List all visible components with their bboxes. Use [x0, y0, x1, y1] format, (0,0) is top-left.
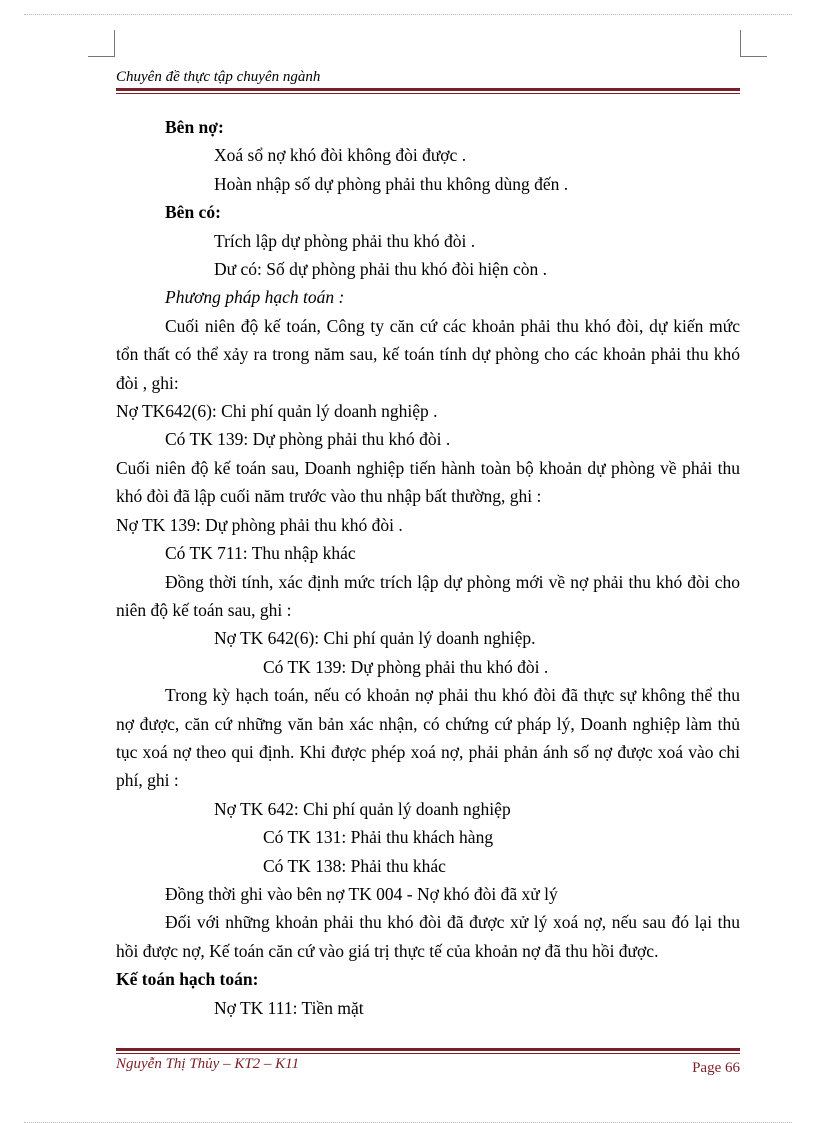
text-line: Bên có:: [165, 202, 221, 223]
crop-mark-top-left: [88, 30, 115, 57]
footer-rule-thick: [116, 1048, 740, 1051]
text-line: Dư có: Số dự phòng phải thu khó đòi hiện còn .: [214, 259, 547, 280]
text-line: Trích lập dự phòng phải thu khó đòi .: [214, 230, 476, 251]
text-line: Đồng thời ghi vào bên nợ TK 004 - Nợ khó đòi đã xử lý: [165, 883, 558, 904]
text-line: Hoàn nhập số dự phòng phải thu không dùng đến .: [214, 173, 569, 194]
text-line: Có TK 138: Phải thu khác: [263, 855, 446, 876]
page-header: [116, 68, 740, 94]
crop-mark-top-right: [740, 30, 767, 57]
text-line: Cuối niên độ kế toán sau, Doanh nghiệp tiến hành toàn bộ khoản dự phòng về phải thu khó đòi đã lập cuối năm trước vào thu nhập bất thường, ghi :: [116, 457, 740, 507]
text-line: Bên nợ:: [165, 117, 224, 137]
header-title: Chuyên đề thực tập chuyên ngành: [116, 69, 321, 85]
text-line: Kế toán hạch toán:: [116, 969, 259, 990]
text-line: Cuối niên độ kế toán, Công ty căn cứ các khoản phải thu khó đòi, dự kiến mức tổn thất có thể xảy ra trong năm sau, kế toán tính dự phòng cho các khoản phải thu khó đòi , ghi:: [116, 315, 740, 393]
top-dotted-border: [24, 14, 792, 15]
page-footer: [116, 1048, 740, 1076]
header-rule-thick: [116, 88, 740, 91]
text-line: Nợ TK 111: Tiền mặt: [214, 997, 364, 1018]
document-body: [116, 113, 740, 1022]
text-line: Xoá sổ nợ khó đòi không đòi được .: [214, 145, 467, 166]
text-line: Đồng thời tính, xác định mức trích lập dự phòng mới về nợ phải thu khó đòi cho niên độ kế toán sau, ghi :: [116, 571, 740, 620]
header-rule-thin: [116, 93, 740, 94]
footer-author: Nguyễn Thị Thủy – KT2 – K11: [116, 1056, 300, 1072]
text-line: Nợ TK 642(6): Chi phí quản lý doanh nghiệp.: [214, 628, 536, 649]
page-number: Page 66: [692, 1060, 740, 1076]
text-line: Trong kỳ hạch toán, nếu có khoản nợ phải thu khó đòi đã thực sự không thể thu nợ được, căn cứ những văn bản xác nhận, có chứng cứ pháp lý, Doanh nghiệp làm thủ tục xoá nợ theo qui định. Khi được phép xoá nợ, phải phản ánh số nợ được xoá vào chi phí, ghi :: [116, 685, 740, 791]
text-line: Có TK 139: Dự phòng phải thu khó đòi .: [263, 656, 549, 677]
footer-rule-thin: [116, 1053, 740, 1054]
text-line: Có TK 131: Phải thu khách hàng: [263, 827, 494, 848]
text-line: Nợ TK642(6): Chi phí quản lý doanh nghiệp .: [116, 401, 438, 422]
text-line: Nợ TK 642: Chi phí quản lý doanh nghiệp: [214, 798, 511, 819]
text-line: Có TK 711: Thu nhập khác: [165, 543, 356, 564]
text-line: Đối với những khoản phải thu khó đòi đã được xử lý xoá nợ, nếu sau đó lại thu hồi được nợ, Kế toán căn cứ vào giá trị thực tế của khoản nợ đã thu hồi được.: [116, 912, 740, 961]
text-line: Có TK 139: Dự phòng phải thu khó đòi .: [165, 429, 451, 450]
text-line: Nợ TK 139: Dự phòng phải thu khó đòi .: [116, 514, 403, 535]
text-line: Phương pháp hạch toán :: [165, 287, 345, 308]
